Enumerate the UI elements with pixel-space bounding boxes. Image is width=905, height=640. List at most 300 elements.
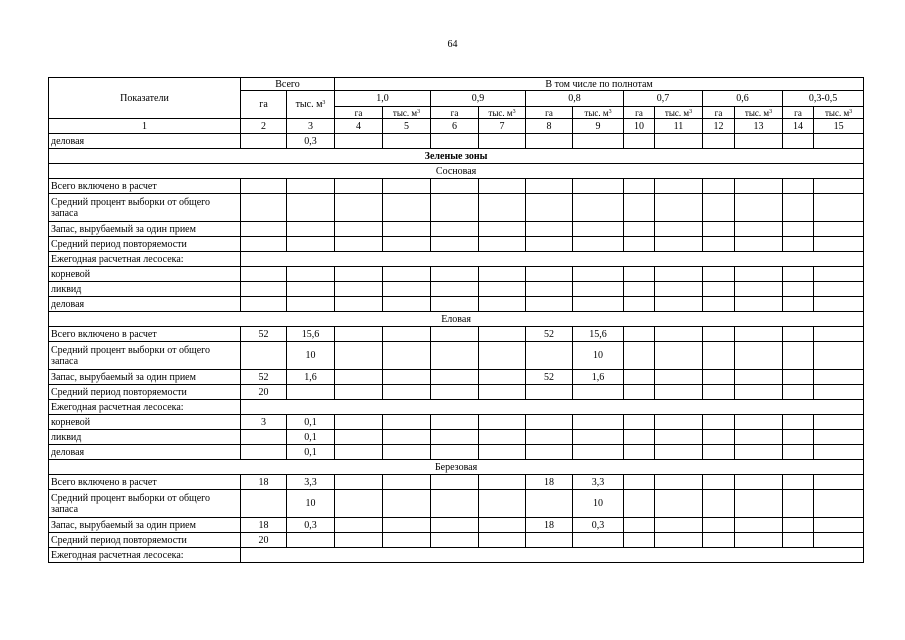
data-cell (479, 533, 526, 548)
data-cell (287, 179, 335, 194)
data-cell (383, 327, 431, 342)
data-cell (783, 179, 814, 194)
table-row (49, 267, 864, 282)
header-unit-ha: га (335, 107, 383, 119)
data-cell (335, 297, 383, 312)
data-cell (624, 533, 655, 548)
data-cell (703, 179, 735, 194)
data-cell (655, 370, 703, 385)
data-cell (814, 237, 864, 252)
data-cell (783, 237, 814, 252)
data-cell (783, 267, 814, 282)
row-label: деловая (49, 134, 241, 149)
data-cell (735, 237, 783, 252)
column-number: 2 (241, 119, 287, 134)
data-cell (655, 445, 703, 460)
data-cell (241, 490, 287, 518)
data-cell (783, 518, 814, 533)
data-cell (783, 475, 814, 490)
data-cell: 0,3 (287, 518, 335, 533)
data-cell (655, 385, 703, 400)
column-number: 11 (655, 119, 703, 134)
data-cell (287, 194, 335, 222)
row-label: Запас, вырубаемый за один прием (49, 370, 241, 385)
data-cell (241, 342, 287, 370)
data-cell: 18 (526, 475, 573, 490)
table-row (49, 252, 864, 267)
data-cell (814, 267, 864, 282)
table-row (49, 297, 864, 312)
data-cell (479, 518, 526, 533)
data-cell (479, 342, 526, 370)
data-cell (431, 430, 479, 445)
data-cell (287, 297, 335, 312)
data-cell (431, 475, 479, 490)
header-by-density: В том числе по полнотам (335, 78, 864, 91)
table-row (49, 237, 864, 252)
data-cell (241, 445, 287, 460)
data-cell (526, 445, 573, 460)
data-cell (526, 385, 573, 400)
data-cell (335, 282, 383, 297)
table-row (49, 475, 864, 490)
data-cell: 18 (241, 518, 287, 533)
data-cell (383, 518, 431, 533)
data-cell (703, 134, 735, 149)
data-cell (814, 342, 864, 370)
column-number: 12 (703, 119, 735, 134)
data-cell (431, 179, 479, 194)
data-cell (814, 490, 864, 518)
row-label: Ежегодная расчетная лесосека: (49, 252, 241, 267)
data-cell (703, 518, 735, 533)
data-cell (526, 179, 573, 194)
data-cell (431, 282, 479, 297)
header-unit-vol: тыс. $м^3$ (573, 107, 624, 119)
data-cell (335, 490, 383, 518)
data-cell (814, 415, 864, 430)
data-cell (287, 385, 335, 400)
table-row (49, 430, 864, 445)
data-cell (287, 237, 335, 252)
data-cell (383, 430, 431, 445)
data-cell (335, 385, 383, 400)
data-cell: 52 (241, 327, 287, 342)
data-cell (735, 282, 783, 297)
table-row (49, 312, 864, 327)
data-cell (241, 430, 287, 445)
data-cell (479, 385, 526, 400)
row-label: Средний период повторяемости (49, 385, 241, 400)
data-cell: 10 (287, 490, 335, 518)
data-cell (735, 445, 783, 460)
header-density: 1,0 (335, 91, 431, 107)
data-cell: 3,3 (287, 475, 335, 490)
data-cell (383, 533, 431, 548)
data-cell: 10 (287, 342, 335, 370)
data-cell (335, 267, 383, 282)
data-cell: 52 (526, 327, 573, 342)
row-label: Ежегодная расчетная лесосека: (49, 400, 241, 415)
data-cell (655, 533, 703, 548)
data-cell (241, 222, 287, 237)
data-cell (735, 533, 783, 548)
data-cell (479, 194, 526, 222)
data-cell (624, 385, 655, 400)
subsection-title: Березовая (49, 460, 864, 475)
data-cell (383, 267, 431, 282)
data-cell (573, 267, 624, 282)
data-cell (383, 385, 431, 400)
header-unit-vol: тыс. $м^3$ (479, 107, 526, 119)
data-cell (814, 533, 864, 548)
data-cell (479, 327, 526, 342)
data-cell (526, 237, 573, 252)
data-cell (335, 179, 383, 194)
data-cell (624, 518, 655, 533)
empty-span-cell (241, 548, 864, 563)
data-cell (241, 282, 287, 297)
header-total-ha: га (241, 91, 287, 119)
data-cell (573, 445, 624, 460)
data-cell (624, 327, 655, 342)
data-cell (703, 327, 735, 342)
data-cell (735, 327, 783, 342)
data-cell (735, 518, 783, 533)
data-cell (655, 475, 703, 490)
data-cell: 15,6 (573, 327, 624, 342)
subsection-title: Еловая (49, 312, 864, 327)
data-cell (573, 533, 624, 548)
data-cell (383, 415, 431, 430)
data-cell (783, 385, 814, 400)
data-cell (335, 342, 383, 370)
row-label: Средний процент выборки от общего запаса (49, 490, 241, 518)
data-cell: 52 (241, 370, 287, 385)
data-cell (287, 267, 335, 282)
column-number: 10 (624, 119, 655, 134)
data-cell: 3,3 (573, 475, 624, 490)
data-cell (431, 237, 479, 252)
data-cell (526, 430, 573, 445)
data-cell: 1,6 (287, 370, 335, 385)
data-cell (655, 430, 703, 445)
header-total: Всего (241, 78, 335, 91)
data-cell (431, 518, 479, 533)
data-cell (573, 297, 624, 312)
column-number: 4 (335, 119, 383, 134)
data-cell (735, 342, 783, 370)
data-cell (783, 370, 814, 385)
empty-span-cell (241, 252, 864, 267)
table-row (49, 370, 864, 385)
data-cell (431, 490, 479, 518)
data-cell (526, 342, 573, 370)
data-cell (655, 237, 703, 252)
data-cell (241, 134, 287, 149)
header-unit-ha: га (703, 107, 735, 119)
data-cell (573, 385, 624, 400)
subsection-title: Сосновая (49, 164, 864, 179)
data-cell (814, 194, 864, 222)
data-cell (735, 267, 783, 282)
data-cell (431, 267, 479, 282)
column-number: 15 (814, 119, 864, 134)
data-cell (335, 194, 383, 222)
data-cell (655, 327, 703, 342)
data-cell (624, 222, 655, 237)
table-row (49, 490, 864, 518)
data-cell (383, 342, 431, 370)
header-unit-vol: тыс. $м^3$ (814, 107, 864, 119)
data-cell (526, 194, 573, 222)
data-cell (335, 475, 383, 490)
data-cell (703, 490, 735, 518)
data-cell (431, 533, 479, 548)
table-header (49, 78, 864, 134)
data-cell (241, 179, 287, 194)
data-cell (526, 282, 573, 297)
table-row (49, 194, 864, 222)
data-cell (383, 237, 431, 252)
data-cell (735, 475, 783, 490)
data-cell (431, 415, 479, 430)
row-label: Средний период повторяемости (49, 533, 241, 548)
data-cell (335, 370, 383, 385)
header-unit-ha: га (431, 107, 479, 119)
header-density: 0,7 (624, 91, 703, 107)
data-cell (783, 327, 814, 342)
data-cell (383, 194, 431, 222)
row-label: корневой (49, 415, 241, 430)
header-density: 0,9 (431, 91, 526, 107)
table-row (49, 415, 864, 430)
data-cell (703, 237, 735, 252)
data-cell (735, 222, 783, 237)
data-cell (624, 490, 655, 518)
table-row (49, 533, 864, 548)
data-cell (335, 327, 383, 342)
data-cell (703, 385, 735, 400)
column-number: 3 (287, 119, 335, 134)
data-cell: 0,1 (287, 415, 335, 430)
header-density: 0,6 (703, 91, 783, 107)
row-label: деловая (49, 297, 241, 312)
data-cell (383, 297, 431, 312)
data-cell (573, 134, 624, 149)
header-density: 0,8 (526, 91, 624, 107)
data-cell (624, 342, 655, 370)
column-number: 8 (526, 119, 573, 134)
section-title: Зеленые зоны (49, 149, 864, 164)
data-cell (783, 222, 814, 237)
table-row (49, 179, 864, 194)
data-cell (573, 179, 624, 194)
data-cell (735, 370, 783, 385)
data-cell (526, 490, 573, 518)
page-number: 64 (447, 39, 458, 50)
data-cell (573, 237, 624, 252)
row-label: Всего включено в расчет (49, 327, 241, 342)
row-label: Запас, вырубаемый за один прием (49, 518, 241, 533)
data-cell (703, 297, 735, 312)
data-cell (735, 385, 783, 400)
data-cell (814, 385, 864, 400)
table-row (49, 548, 864, 563)
header-unit-vol: тыс. $м^3$ (655, 107, 703, 119)
column-number: 1 (49, 119, 241, 134)
column-number: 5 (383, 119, 431, 134)
data-cell (431, 370, 479, 385)
data-cell (783, 415, 814, 430)
table-row (49, 282, 864, 297)
data-cell (241, 267, 287, 282)
data-cell (624, 134, 655, 149)
data-cell (735, 430, 783, 445)
data-cell (526, 415, 573, 430)
data-cell (383, 370, 431, 385)
data-cell (624, 475, 655, 490)
table-row (49, 445, 864, 460)
data-cell (431, 194, 479, 222)
data-cell: 15,6 (287, 327, 335, 342)
data-cell (814, 518, 864, 533)
data-cell (573, 415, 624, 430)
data-cell (287, 282, 335, 297)
row-label: Средний период повторяемости (49, 237, 241, 252)
data-cell: 3 (241, 415, 287, 430)
column-number: 6 (431, 119, 479, 134)
data-cell (287, 222, 335, 237)
data-cell (703, 430, 735, 445)
data-cell (703, 533, 735, 548)
data-cell (655, 490, 703, 518)
data-cell (335, 237, 383, 252)
data-cell (814, 445, 864, 460)
data-cell (479, 490, 526, 518)
data-cell (526, 533, 573, 548)
data-cell: 1,6 (573, 370, 624, 385)
data-cell (814, 222, 864, 237)
header-unit-vol: тыс. $м^3$ (383, 107, 431, 119)
data-cell (814, 475, 864, 490)
data-cell (735, 194, 783, 222)
empty-span-cell (241, 400, 864, 415)
data-cell: 20 (241, 533, 287, 548)
data-cell (735, 134, 783, 149)
data-cell (241, 237, 287, 252)
data-cell (624, 179, 655, 194)
data-cell (783, 430, 814, 445)
data-cell (431, 222, 479, 237)
data-cell (655, 415, 703, 430)
data-cell (573, 430, 624, 445)
data-cell (335, 222, 383, 237)
data-cell (814, 134, 864, 149)
data-cell (703, 445, 735, 460)
data-cell (783, 342, 814, 370)
table-row (49, 222, 864, 237)
data-cell (479, 282, 526, 297)
data-cell (431, 385, 479, 400)
data-cell (431, 134, 479, 149)
data-cell (624, 415, 655, 430)
row-label: Всего включено в расчет (49, 179, 241, 194)
data-cell (655, 518, 703, 533)
data-cell (814, 179, 864, 194)
data-cell (814, 282, 864, 297)
data-cell (479, 475, 526, 490)
table-row (49, 327, 864, 342)
data-cell (814, 370, 864, 385)
data-cell (624, 370, 655, 385)
data-cell (655, 297, 703, 312)
data-cell (383, 490, 431, 518)
data-cell (735, 297, 783, 312)
data-cell (526, 222, 573, 237)
data-cell (335, 134, 383, 149)
data-cell (383, 179, 431, 194)
data-cell (479, 267, 526, 282)
data-cell (624, 430, 655, 445)
column-number: 13 (735, 119, 783, 134)
header-total-vol: тыс. $м^3$ (287, 91, 335, 119)
data-cell (383, 445, 431, 460)
data-cell (526, 267, 573, 282)
data-cell (655, 282, 703, 297)
header-unit-ha: га (624, 107, 655, 119)
data-cell (655, 267, 703, 282)
data-cell (783, 194, 814, 222)
data-cell: 0,1 (287, 430, 335, 445)
data-cell (479, 415, 526, 430)
data-cell (479, 179, 526, 194)
data-cell (814, 297, 864, 312)
data-cell (479, 297, 526, 312)
data-cell (335, 518, 383, 533)
data-cell (431, 445, 479, 460)
data-cell (335, 430, 383, 445)
data-cell (335, 533, 383, 548)
table-row (49, 460, 864, 475)
table-row (49, 518, 864, 533)
table-row (49, 134, 864, 149)
data-cell (573, 194, 624, 222)
data-cell (573, 282, 624, 297)
data-cell (383, 222, 431, 237)
data-cell (783, 490, 814, 518)
data-cell: 0,3 (573, 518, 624, 533)
data-cell (624, 297, 655, 312)
data-cell (703, 475, 735, 490)
data-cell: 0,3 (287, 134, 335, 149)
column-number: 14 (783, 119, 814, 134)
data-cell (624, 267, 655, 282)
data-cell (703, 415, 735, 430)
data-cell (735, 490, 783, 518)
row-label: Ежегодная расчетная лесосека: (49, 548, 241, 563)
table-row (49, 342, 864, 370)
data-cell (703, 194, 735, 222)
data-cell (479, 445, 526, 460)
table-row (49, 149, 864, 164)
data-cell (287, 533, 335, 548)
data-cell (335, 415, 383, 430)
header-unit-ha: га (526, 107, 573, 119)
column-number: 7 (479, 119, 526, 134)
data-cell (703, 267, 735, 282)
data-cell (783, 533, 814, 548)
